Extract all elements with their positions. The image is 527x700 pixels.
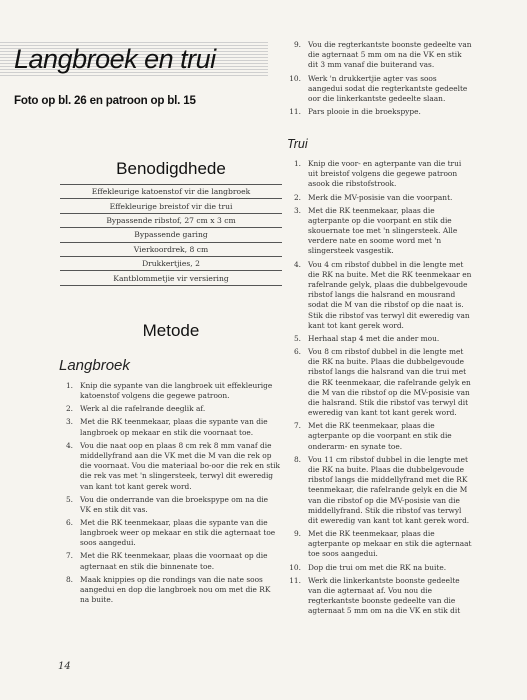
step-number: 1. xyxy=(65,381,73,390)
requirements-row xyxy=(60,185,282,199)
page-number: 14 xyxy=(58,661,71,672)
step-text: Dop die trui om met die RK na buite. xyxy=(308,562,447,572)
step-item xyxy=(65,417,280,437)
step-number: 4. xyxy=(65,440,73,450)
step-text: Vou die onderrande van die broekspype om na die VK en stik dit vas. xyxy=(80,494,269,514)
step-number: 2. xyxy=(65,404,73,414)
step-number: 10. xyxy=(289,73,301,83)
step-item xyxy=(65,404,280,414)
step-text: Met die RK teenmekaar, plaas die voornaat op die agternaat en stik die binnenate toe. xyxy=(80,551,268,571)
requirements-row xyxy=(60,256,282,270)
step-text: Vou 11 cm ribstof dubbel in die lengte met die RK na buite. Plaas die dubbelgevoude ribstof langs die middellyfrand met die RK teenmekaar, die rafelrande gelyk en die M van die ribstof op die MV-posisie van die middellyfrand. Stik die ribstof vas terwyl dit eweredig van kant tot kant gerek word. xyxy=(308,454,470,525)
langbroek-heading: Langbroek xyxy=(59,357,130,374)
step-item xyxy=(65,381,280,401)
method-heading: Metode xyxy=(142,321,200,340)
step-item xyxy=(65,574,280,606)
step-text: Werk 'n drukkertjie agter vas soos aangedui sodat die regterkantste gedeelte oor die linkerkantste gedeelte slaan. xyxy=(308,73,468,103)
step-number: 6. xyxy=(293,346,301,356)
step-item xyxy=(293,454,473,526)
step-item xyxy=(293,333,473,344)
requirement-item: Effekleurige katoenstof vir die langbroek xyxy=(60,185,282,199)
step-item xyxy=(293,205,473,257)
step-number: 5. xyxy=(293,333,301,343)
step-text: Vou 4 cm ribstof dubbel in die lengte met die RK na buite. Met die RK teenmekaar en rafelrande gelyk, plaas die dubbelgevoude ribstof langs die halsrand en mousrand sodat die M van die ribstof op die naat is. Stik die ribstof vas terwyl dit eweredig van kant tot kant gerek word. xyxy=(308,259,472,330)
step-number: 6. xyxy=(65,517,73,527)
requirement-item: Effekleurige breistof vir die trui xyxy=(60,199,282,213)
step-item xyxy=(289,73,473,105)
step-text: Herhaal stap 4 met die ander mou. xyxy=(308,333,440,343)
step-number: 1. xyxy=(293,159,301,168)
step-text: Met die RK teenmekaar, plaas die sypante van die langbroek weer op mekaar en stik die agternaat toe soos aangedui. xyxy=(80,517,276,548)
step-item xyxy=(293,346,473,418)
step-number: 3. xyxy=(293,205,301,215)
step-text: Knip die voor- en agterpante van die trui uit breistof volgens die gegewe patroon asook die ribstofstrook. xyxy=(308,159,462,189)
step-number: 9. xyxy=(293,529,301,539)
step-item xyxy=(293,159,473,190)
trui-steps-list xyxy=(289,159,473,619)
requirements-row xyxy=(60,199,282,213)
langbroek-steps-list xyxy=(65,381,280,608)
step-item xyxy=(65,517,280,549)
step-number: 7. xyxy=(293,421,301,431)
langbroek-steps-list-continued xyxy=(289,40,473,120)
step-text: Met die RK teenmekaar, plaas die agterpante op mekaar en stik die agternaat toe soos aangedui. xyxy=(308,529,472,559)
step-item xyxy=(289,562,473,573)
step-item xyxy=(293,421,473,452)
page-title: Langbroek en trui xyxy=(14,44,216,74)
requirements-table xyxy=(60,184,282,286)
step-text: Werk al die rafelrande deeglik af. xyxy=(80,404,206,414)
step-text: Met die RK teenmekaar, plaas die agterpante op die voorpant en stik die onderarm- en synate toe. xyxy=(308,421,452,451)
step-number: 11. xyxy=(289,575,301,585)
step-text: Vou die naat oop en plaas 8 cm rek 8 mm vanaf die middellyfrand aan die VK met die M van die rek op die voornaat. Vou die materiaal bo-oor die rek en stik die rek vas met 'n slingersteek, terwyl dit eweredig van kant tot kant gerek word. xyxy=(80,440,280,491)
step-number: 5. xyxy=(65,494,73,504)
step-number: 8. xyxy=(293,454,301,464)
trui-heading: Trui xyxy=(287,137,308,151)
step-item xyxy=(293,259,473,331)
step-number: 9. xyxy=(293,40,301,49)
requirements-row xyxy=(60,242,282,256)
step-text: Vou 8 cm ribstof dubbel in die lengte met die RK na buite. Plaas die dubbelgevoude ribstof langs die halsrand van die trui met die RK teenmekaar, die rafelrande gelyk en die M van die ribstof op die MV-posisie van die halsrand. Stik die ribstof vas terwyl dit eweredig van kant tot kant gerek word. xyxy=(308,346,471,418)
requirements-row xyxy=(60,228,282,242)
step-text: Merk die MV-posisie van die voorpant. xyxy=(308,192,453,202)
requirement-item: Bypassende garing xyxy=(60,228,282,242)
step-item xyxy=(289,107,473,117)
step-text: Vou die regterkantste boonste gedeelte van die agternaat 5 mm om na die VK en stik dit 3 mm vanaf die buiterand vas. xyxy=(308,40,472,70)
requirement-item: Kantblommetjie vir versiering xyxy=(60,271,282,285)
step-item xyxy=(293,192,473,203)
step-item xyxy=(293,40,473,71)
photo-pattern-reference: Foto op bl. 26 en patroon op bl. 15 xyxy=(14,94,196,107)
step-item xyxy=(293,529,473,560)
step-number: 4. xyxy=(293,259,301,269)
requirements-row xyxy=(60,271,282,285)
requirement-item: Drukkertjies, 2 xyxy=(60,256,282,270)
step-text: Knip die sypante van die langbroek uit effekleurige katoenstof volgens die gegewe patroon. xyxy=(80,381,273,401)
step-text: Met die RK teenmekaar, plaas die sypante van die langbroek op mekaar en stik die voornaat toe. xyxy=(80,417,268,437)
step-text: Met die RK teenmekaar, plaas die agterpante op die voorpant en stik die skouernate toe met 'n slingersteek. Alle verdere nate en soome word met 'n slingersteek vasgestik. xyxy=(308,205,458,256)
step-number: 2. xyxy=(293,192,301,202)
step-text: Werk die linkerkantste boonste gedeelte van die agternaat af. Vou nou die regterkantste boonste gedeelte van die agternaat 5 mm om na die VK en stik dit xyxy=(308,575,461,616)
requirements-heading: Benodigdhede xyxy=(116,159,226,178)
step-text: Maak knippies op die rondings van die nate soos aangedui en dop die langbroek nou om met die RK na buite. xyxy=(80,574,271,605)
requirement-item: Bypassende ribstof, 27 cm x 3 cm xyxy=(60,213,282,227)
step-number: 10. xyxy=(289,562,301,572)
step-item xyxy=(289,575,473,617)
step-number: 7. xyxy=(65,551,73,561)
step-number: 11. xyxy=(289,107,301,116)
requirement-item: Vierkoordrek, 8 cm xyxy=(60,242,282,256)
step-item xyxy=(65,551,280,571)
step-text: Pars plooie in die broekspype. xyxy=(308,107,421,116)
step-number: 8. xyxy=(65,574,73,584)
step-item xyxy=(65,494,280,515)
step-number: 3. xyxy=(65,417,73,427)
step-item xyxy=(65,440,280,492)
requirements-row xyxy=(60,213,282,227)
